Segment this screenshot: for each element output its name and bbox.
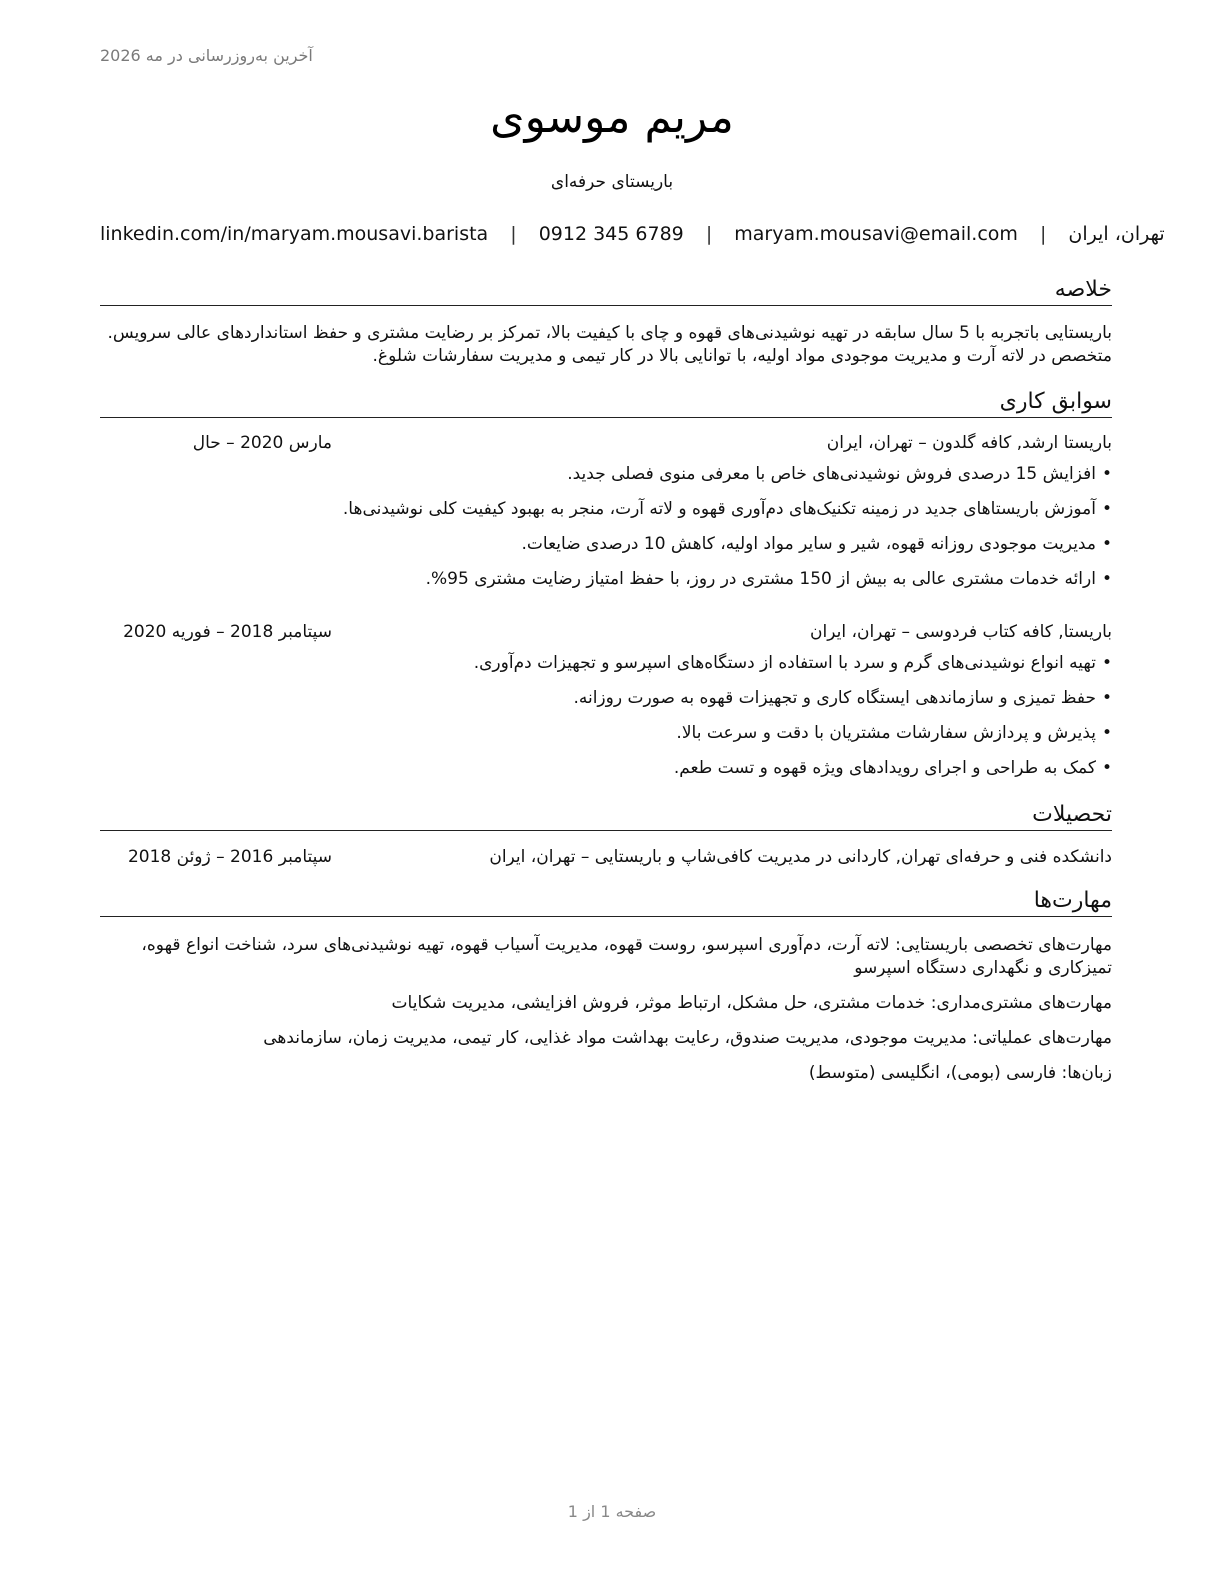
skill-row: زبان‌ها: فارسی (بومی)، انگلیسی (متوسط) [808, 1063, 1112, 1083]
experience-heading: سوابق کاری [100, 388, 1112, 418]
phone-number: 0912 345 6789 [538, 223, 684, 245]
job-date: مارس 2020 – حال [192, 433, 332, 453]
job-header [100, 622, 1112, 646]
location: تهران، ایران [1068, 223, 1165, 245]
job-title: باریستا ارشد, کافه گلدون – تهران، ایران [826, 433, 1112, 453]
page-number: صفحه 1 از 1 [567, 1502, 657, 1521]
education-date: سپتامبر 2016 – ژوئن 2018 [127, 847, 332, 867]
education-title: دانشکده فنی و حرفه‌ای تهران, کاردانی در مدیریت کافی‌شاپ و باریستایی – تهران، ایران [489, 847, 1112, 867]
contact-separator: | [510, 223, 517, 245]
summary-heading: خلاصه [100, 276, 1112, 306]
summary-text: باریستایی باتجربه با 5 سال سابقه در تهیه نوشیدنی‌های قهوه و چای با کیفیت بالا، تمرکز بر رضایت مشتری و حفظ استانداردهای عالی سرویس. متخصص در لاته آرت و مدیریت موجودی مواد اولیه، با توانایی بالا در کار تیمی و مدیریت سفارشات شلوغ. [107, 323, 1112, 366]
list-item: •پذیرش و پردازش سفارشات مشتریان با دقت و سرعت بالا. [676, 723, 1112, 743]
list-item: •آموزش باریستاهای جدید در زمینه تکنیک‌های دم‌آوری قهوه و لاته آرت، منجر به بهبود کیفیت کلی نوشیدنی‌ها. [342, 499, 1112, 519]
list-item: •تهیه انواع نوشیدنی‌های گرم و سرد با استفاده از دستگاه‌های اسپرسو و تجهیزات دم‌آوری. [473, 653, 1112, 673]
list-item: •ارائه خدمات مشتری عالی به بیش از 150 مشتری در روز، با حفظ امتیاز رضایت مشتری 95%. [425, 569, 1112, 589]
list-item: •حفظ تمیزی و سازماندهی ایستگاه کاری و تجهیزات قهوه به صورت روزانه. [573, 688, 1112, 708]
list-item: •مدیریت موجودی روزانه قهوه، شیر و سایر مواد اولیه، کاهش 10 درصدی ضایعات. [521, 534, 1112, 554]
candidate-title: باریستای حرفه‌ای [550, 172, 674, 192]
linkedin-link[interactable]: linkedin.com/in/maryam.mousavi.barista [100, 223, 489, 245]
job-header [100, 433, 1112, 457]
education-item [100, 847, 1112, 871]
list-item: •افزایش 15 درصدی فروش نوشیدنی‌های خاص با معرفی منوی فصلی جدید. [567, 464, 1112, 484]
skills-heading: مهارت‌ها [100, 887, 1112, 917]
list-item: •کمک به طراحی و اجرای رویدادهای ویژه قهوه و تست طعم. [673, 758, 1112, 778]
contact-line [100, 223, 1165, 245]
candidate-name: مریم موسوی [490, 92, 734, 143]
contact-separator: | [705, 223, 713, 245]
job-bullets [100, 652, 1112, 792]
last-updated: آخرین به‌روزرسانی در مه 2026 [100, 46, 313, 65]
job-title: باریستا, کافه کتاب فردوسی – تهران، ایران [810, 622, 1112, 642]
contact-separator: | [1039, 223, 1047, 245]
skills-list [100, 934, 1112, 1097]
email-link[interactable]: maryam.mousavi@email.com [734, 223, 1018, 245]
skill-row: مهارت‌های عملیاتی: مدیریت موجودی، مدیریت صندوق، رعایت بهداشت مواد غذایی، کار تیمی، مدیریت زمان، سازماندهی [263, 1028, 1112, 1048]
job-bullets [100, 463, 1112, 603]
job-date: سپتامبر 2018 – فوریه 2020 [123, 622, 332, 642]
skill-row: مهارت‌های مشتری‌مداری: خدمات مشتری، حل مشکل، ارتباط موثر، فروش افزایشی، مدیریت شکایات [391, 993, 1112, 1013]
skill-row: مهارت‌های تخصصی باریستایی: لاته آرت، دم‌آوری اسپرسو، روست قهوه، مدیریت آسیاب قهوه، تهیه نوشیدنی‌های سرد، شناخت انواع قهوه، تمیزکاری و نگهداری دستگاه اسپرسو [141, 935, 1112, 978]
education-heading: تحصیلات [100, 801, 1112, 831]
